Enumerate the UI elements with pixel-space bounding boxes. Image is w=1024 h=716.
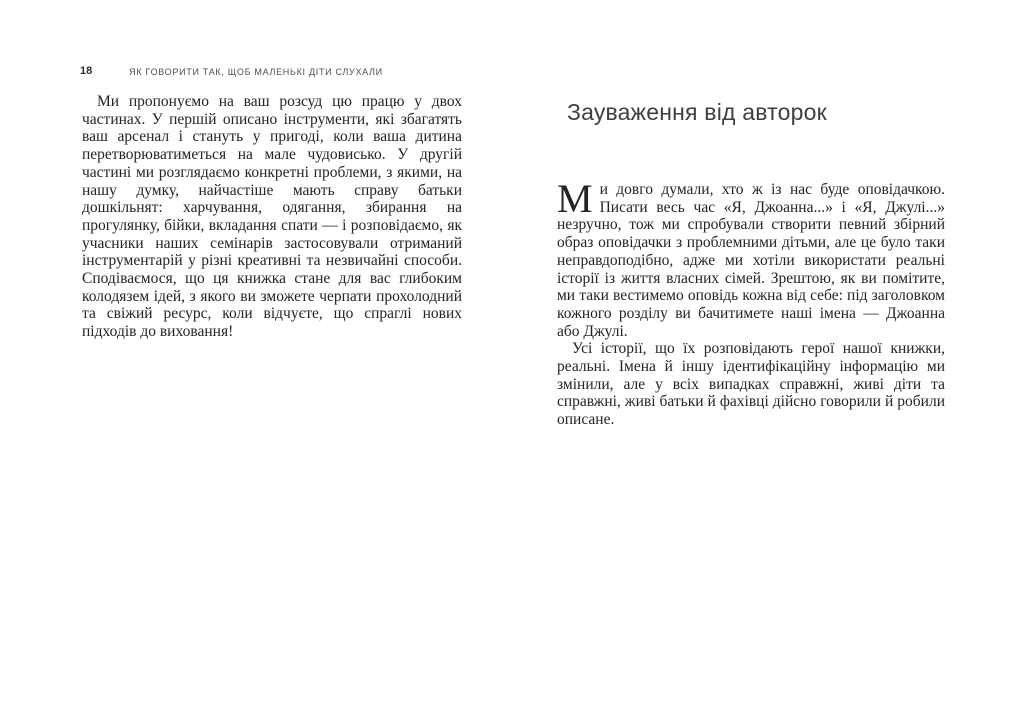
- page-number: 18: [80, 65, 93, 77]
- right-page-paragraph-1: [557, 176, 945, 340]
- paragraph-1-text: и довго думали, хто ж із нас буде оповідачкою. Писати весь час «Я, Джоанна...» і «Я, Джулі...» незручно, тож ми спробували створити певний збірний образ оповідачки з проблемними дітьми, але це було таки неправдоподібно, адже ми хотіли використати реальні історії із життя власних сімей. Зрештою, як ви помітите, ми таки вестимемо оповідь кожна від себе: під заголовком кожного розділу ви бачитимете наші імена — Джоанна або Джулі.: [557, 181, 945, 340]
- left-page-paragraph: Ми пропонуємо на ваш розсуд цю працю у двох частинах. У першій описано інструменти, які збагатять ваш арсенал і стануть у пригоді, коли ваша дитина перетворюватиметься на мале чудовисько. У другій частині ми розглядаємо конкретні проблеми, з якими, на нашу думку, найчастіше мають справу батьки дошкільнят: харчування, одягання, збирання на прогулянку, бійки, вкладання спати — і розповідаємо, як учасники наших семінарів застосовували отриманий інструментарій у різні креативні та незвичайні способи. Сподіваємося, що ця книжка стане для вас глибоким колодязем ідей, з якого ви зможете черпати прохолодний та свіжий ресурс, коли відчуєте, що спраглі нових підходів до виховання!: [82, 93, 462, 341]
- left-page-text-block: [82, 93, 462, 341]
- running-header: ЯК ГОВОРИТИ ТАК, ЩОБ МАЛЕНЬКІ ДІТИ СЛУХАЛИ: [129, 67, 383, 77]
- right-page-paragraph-2: Усі історії, що їх розповідають герої нашої книжки, реальні. Імена й іншу ідентифікаційну інформацію ми змінили, але у всіх випадках справжні, живі діти та справжні, живі батьки й фахівці дійсно говорили й робили описане.: [557, 340, 945, 429]
- right-page-text-block: [557, 176, 945, 429]
- drop-cap: М: [557, 176, 593, 221]
- right-page: [512, 0, 1024, 716]
- section-title: Зауваження від авторок: [567, 99, 827, 125]
